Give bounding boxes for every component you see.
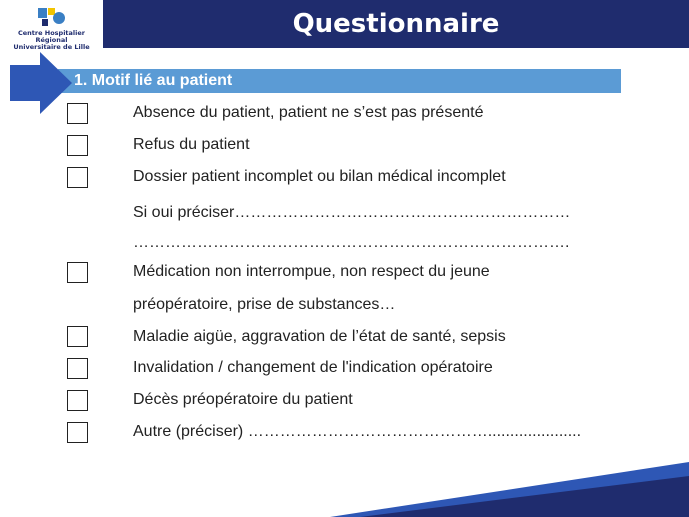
- page-title: Questionnaire: [292, 9, 500, 39]
- checkbox-autre[interactable]: [67, 422, 88, 443]
- option-label-refus: Refus du patient: [133, 136, 250, 153]
- checkbox-dossier[interactable]: [67, 167, 88, 188]
- si-oui-preciser-line: Si oui préciser………………………………………………………: [133, 204, 571, 221]
- checkbox-refus[interactable]: [67, 135, 88, 156]
- chru-lille-logo: [0, 0, 103, 51]
- header: [0, 0, 689, 51]
- option-label-medication-cont: préopératoire, prise de substances…: [133, 296, 396, 313]
- option-label-deces: Décès préopératoire du patient: [133, 391, 353, 408]
- option-label-dossier: Dossier patient incomplet ou bilan médical incomplet: [133, 168, 506, 185]
- option-label-autre: Autre (préciser) ……………………………………….....................: [133, 423, 582, 440]
- logo-mark-icon: [36, 6, 66, 28]
- section-title: 1. Motif lié au patient: [74, 72, 233, 89]
- checkbox-invalidation[interactable]: [67, 358, 88, 379]
- option-label-absence: Absence du patient, patient ne s’est pas présenté: [133, 104, 484, 121]
- option-label-invalidation: Invalidation / changement de l'indication opératoire: [133, 359, 493, 376]
- dotted-fill-line: ……………………………………………………………………….: [133, 234, 570, 251]
- option-label-medication: Médication non interrompue, non respect du jeune: [133, 263, 490, 280]
- checkbox-medication[interactable]: [67, 262, 88, 283]
- checkbox-deces[interactable]: [67, 390, 88, 411]
- checkbox-maladie[interactable]: [67, 326, 88, 347]
- option-label-maladie: Maladie aigüe, aggravation de l’état de santé, sepsis: [133, 328, 506, 345]
- pointer-arrow-icon: [10, 52, 72, 114]
- decorative-bottom-wave: [0, 460, 689, 517]
- checkbox-absence[interactable]: [67, 103, 88, 124]
- logo-text: Centre Hospitalier Régional Universitaire de Lille: [13, 29, 90, 51]
